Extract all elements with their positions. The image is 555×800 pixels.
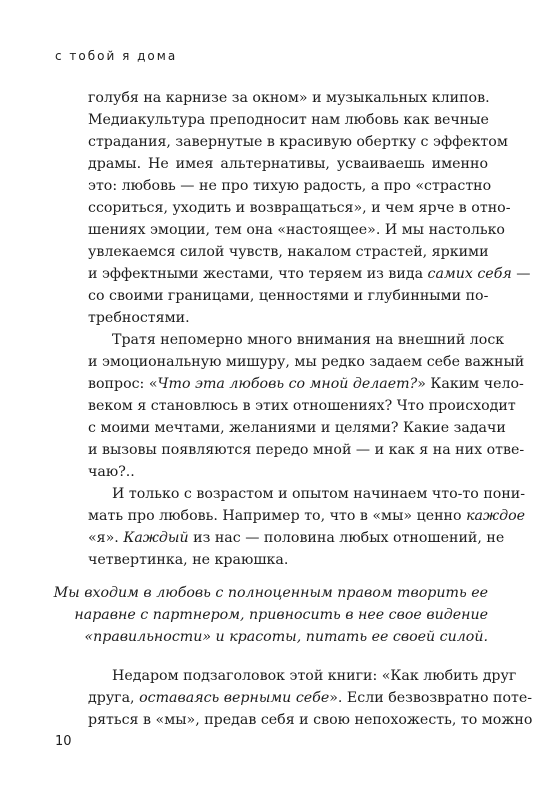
text-line: это: любовь — не про тихую радость, а про «страстно <box>88 178 492 194</box>
text-line: четвертинка, не краюшка. <box>88 552 289 568</box>
page-number: 10 <box>55 734 72 749</box>
text-line: драмы. Не имея альтернативы, усваиваешь именно <box>88 156 488 172</box>
text-line: ссориться, уходить и возвращаться», и чем ярче в отно- <box>88 200 511 216</box>
text-run: и эффектными жестами, что теряем из вида <box>88 266 428 282</box>
text-run: ». Если безвозвратно поте- <box>329 690 533 706</box>
text-line: со своими границами, ценностями и глубинными по- <box>88 288 489 304</box>
text-line: и эмоциональную мишуру, мы редко задаем себе важный <box>88 354 525 370</box>
text-line: увлекаемся силой чувств, накалом страстей, яркими <box>88 244 489 260</box>
text-line <box>88 688 533 708</box>
text-line: с моими мечтами, желаниями и целями? Какие задачи <box>88 420 506 436</box>
text-run: друга, <box>88 690 140 706</box>
text-line: Недаром подзаголовок этой книги: «Как любить друг <box>112 668 517 684</box>
emphasis: Каждый <box>123 530 189 546</box>
text-line <box>88 506 526 526</box>
emphasis: самих себя <box>427 266 512 282</box>
text-run: вопрос: « <box>88 376 158 392</box>
text-run: » Каким чело- <box>417 376 524 392</box>
text-run: мать про любовь. Например то, что в «мы» ценно <box>88 508 467 524</box>
text-line: требностями. <box>88 310 190 326</box>
text-line: Тратя непомерно много внимания на внешний лоск <box>112 332 505 348</box>
text-run: «я». <box>88 530 124 546</box>
quote-line: «правильности» и красоты, питать ее своей силой. <box>84 629 488 645</box>
text-line <box>88 528 505 548</box>
text-line: ряться в «мы», предав себя и свою непохожесть, то можно <box>88 712 533 728</box>
emphasis: оставаясь верными себе <box>139 690 330 706</box>
text-line <box>88 374 524 394</box>
text-line: шениях эмоции, тем она «настоящее». И мы настолько <box>88 222 505 238</box>
text-line <box>88 264 531 284</box>
emphasis: Что эта любовь со мной делает? <box>157 376 418 392</box>
text-line: и вызовы появляются передо мной — и как я на них отве- <box>88 442 525 458</box>
text-run: — <box>511 266 531 282</box>
text-line: И только с возрастом и опытом начинаем что-то пони- <box>112 486 526 502</box>
text-line: страдания, завернутые в красивую обертку с эффектом <box>88 134 508 150</box>
emphasis: каждое <box>466 508 526 524</box>
text-line: Медиакультура преподносит нам любовь как вечные <box>88 112 489 128</box>
quote-line: Мы входим в любовь с полноценным правом творить ее <box>53 585 488 601</box>
text-line: голубя на карнизе за окном» и музыкальных клипов. <box>88 90 490 106</box>
running-title: с тобой я дома <box>55 49 178 63</box>
quote-line: наравне с партнером, привносить в нее свое видение <box>74 607 488 623</box>
text-line: веком я становлюсь в этих отношениях? Что происходит <box>88 398 516 414</box>
text-line: чаю?.. <box>88 464 135 480</box>
text-run: из нас — половина любых отношений, не <box>188 530 505 546</box>
